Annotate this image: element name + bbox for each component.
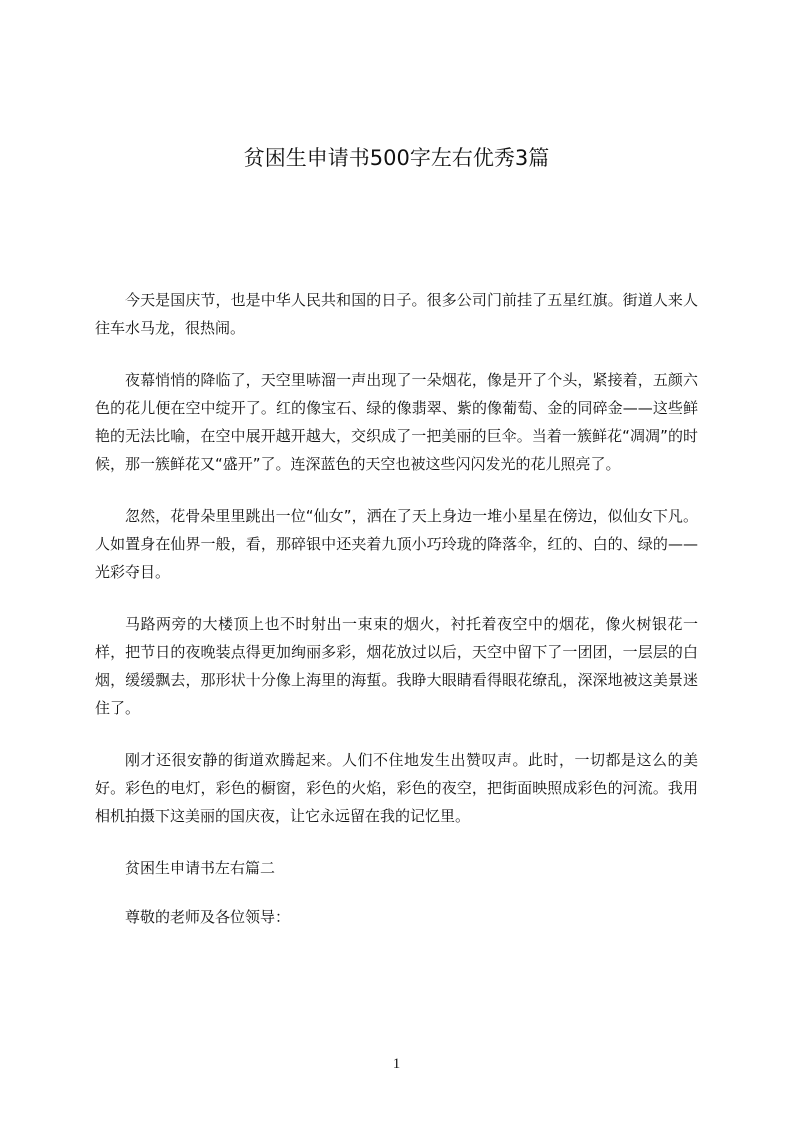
document-title: 贫困生申请书500字左右优秀3篇 — [243, 146, 550, 170]
paragraph-fireworks-night: 夜幕悄悄的降临了，天空里哧溜一声出现了一朵烟花，像是开了个头，紧接着，五颜六色的花儿便在空中绽开了。红的像宝石、绿的像翡翠、紫的像葡萄、金的同碎金——这些鲜艳的无法比喻，在空中展开越开越大，交织成了一把美丽的巨伞。当着一簇鲜花“凋凋”的时候，那一簇鲜花又“盛开”了。连深蓝色的天空也被这些闪闪发光的花儿照亮了。 — [95, 371, 698, 473]
paragraph-fairy: 忽然，花骨朵里里跳出一位“仙女”，洒在了天上身边一堆小星星在傍边，似仙女下凡。人如置身在仙界一般，看，那碎银中还夹着九顶小巧玲珑的降落伞，红的、白的、绿的——光彩夺目。 — [95, 507, 698, 581]
document-body — [95, 286, 698, 955]
section-heading-part-two: 贫困生申请书左右篇二 — [125, 859, 276, 877]
page-number: 1 — [392, 1056, 401, 1072]
paragraph-salutation: 尊敬的老师及各位领导： — [125, 908, 291, 926]
paragraph-national-day: 今天是国庆节，也是中华人民共和国的日子。很多公司门前挂了五星红旗。街道人来人往车水马龙，很热闹。 — [95, 291, 698, 337]
paragraph-street: 刚才还很安静的街道欢腾起来。人们不住地发生出赞叹声。此时，一切都是这么的美好。彩色的电灯，彩色的橱窗，彩色的火焰，彩色的夜空，把街面映照成彩色的河流。我用相机拍摄下这美丽的国庆夜，让它永远留在我的记忆里。 — [95, 751, 698, 825]
paragraph-buildings: 马路两旁的大楼顶上也不时射出一束束的烟火，衬托着夜空中的烟花，像火树银花一样，把节日的夜晚装点得更加绚丽多彩，烟花放过以后，天空中留下了一团团，一层层的白烟，缓缓飘去，那形状十分像上海里的海蜇。我睁大眼睛看得眼花缭乱，深深地被这美景迷住了。 — [95, 615, 698, 717]
